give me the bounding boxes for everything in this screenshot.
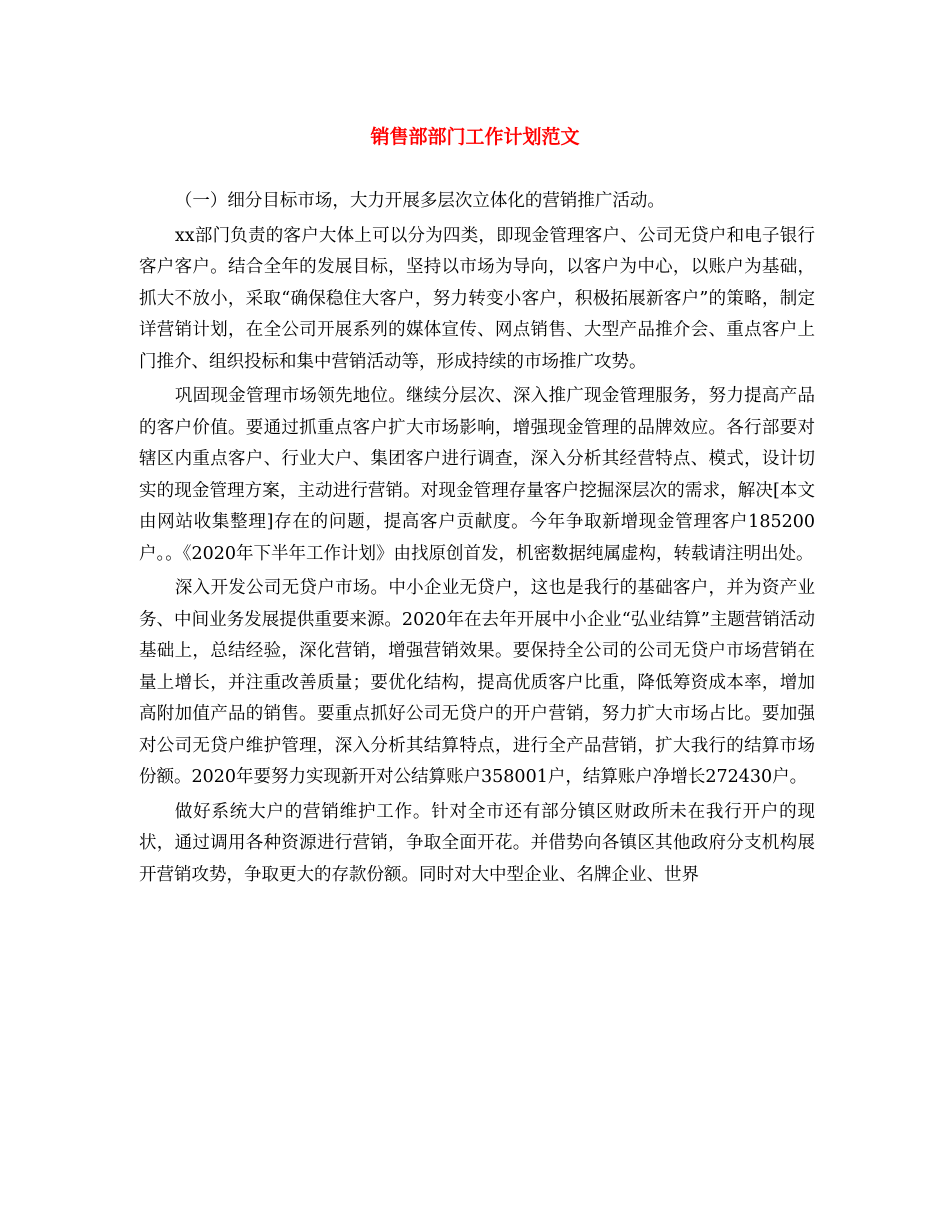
paragraph: 做好系统大户的营销维护工作。针对全市还有部分镇区财政所未在我行开户的现状，通过调用各种资源进行营销，争取全面开花。并借势向各镇区其他政府分支机构展开营销攻势，争取更大的存款份额。同时对大中型企业、名牌企业、世界 bbox=[139, 801, 815, 885]
document-title: 销售部部门工作计划范文 bbox=[370, 126, 580, 148]
document-body bbox=[139, 186, 815, 894]
paragraph: （一）细分目标市场，大力开展多层次立体化的营销推广活动。 bbox=[174, 191, 665, 211]
paragraph: 深入开发公司无贷户市场。中小企业无贷户，这也是我行的基础客户，并为资产业务、中间业务发展提供重要来源。2020年在去年开展中小企业“弘业结算”主题营销活动基础上，总结经验，深化营销，增强营销效果。要保持全公司的公司无贷户市场营销在量上增长，并注重改善质量；要优化结构，提高优质客户比重，降低筹资成本率，增加高附加值产品的销售。要重点抓好公司无贷户的开户营销，努力扩大市场占比。要加强对公司无贷户维护管理，深入分析其结算特点，进行全产品营销，扩大我行的结算市场份额。2020年要努力实现新开对公结算账户358001户，结算账户净增长272430户。 bbox=[139, 578, 815, 787]
paragraph: xx部门负责的客户大体上可以分为四类，即现金管理客户、公司无贷户和电子银行客户客户。结合全年的发展目标，坚持以市场为导向，以客户为中心，以账户为基础，抓大不放小，采取“确保稳住大客户，努力转变小客户，积极拓展新客户”的策略，制定详营销计划，在全公司开展系列的媒体宣传、网点销售、大型产品推介会、重点客户上门推介、组织投标和集中营销活动等，形成持续的市场推广攻势。 bbox=[139, 225, 815, 372]
paragraph: 巩固现金管理市场领先地位。继续分层次、深入推广现金管理服务，努力提高产品的客户价值。要通过抓重点客户扩大市场影响，增强现金管理的品牌效应。各行部要对辖区内重点客户、行业大户、集团客户进行调查，深入分析其经营特点、模式，设计切实的现金管理方案，主动进行营销。对现金管理存量客户挖掘深层次的需求，解决[本文由网站收集整理]存在的问题，提高客户贡献度。今年争取新增现金管理客户185200户。。《2020年下半年工作计划》由找原创首发，机密数据纯属虚构，转载请注明出处。 bbox=[139, 386, 815, 564]
